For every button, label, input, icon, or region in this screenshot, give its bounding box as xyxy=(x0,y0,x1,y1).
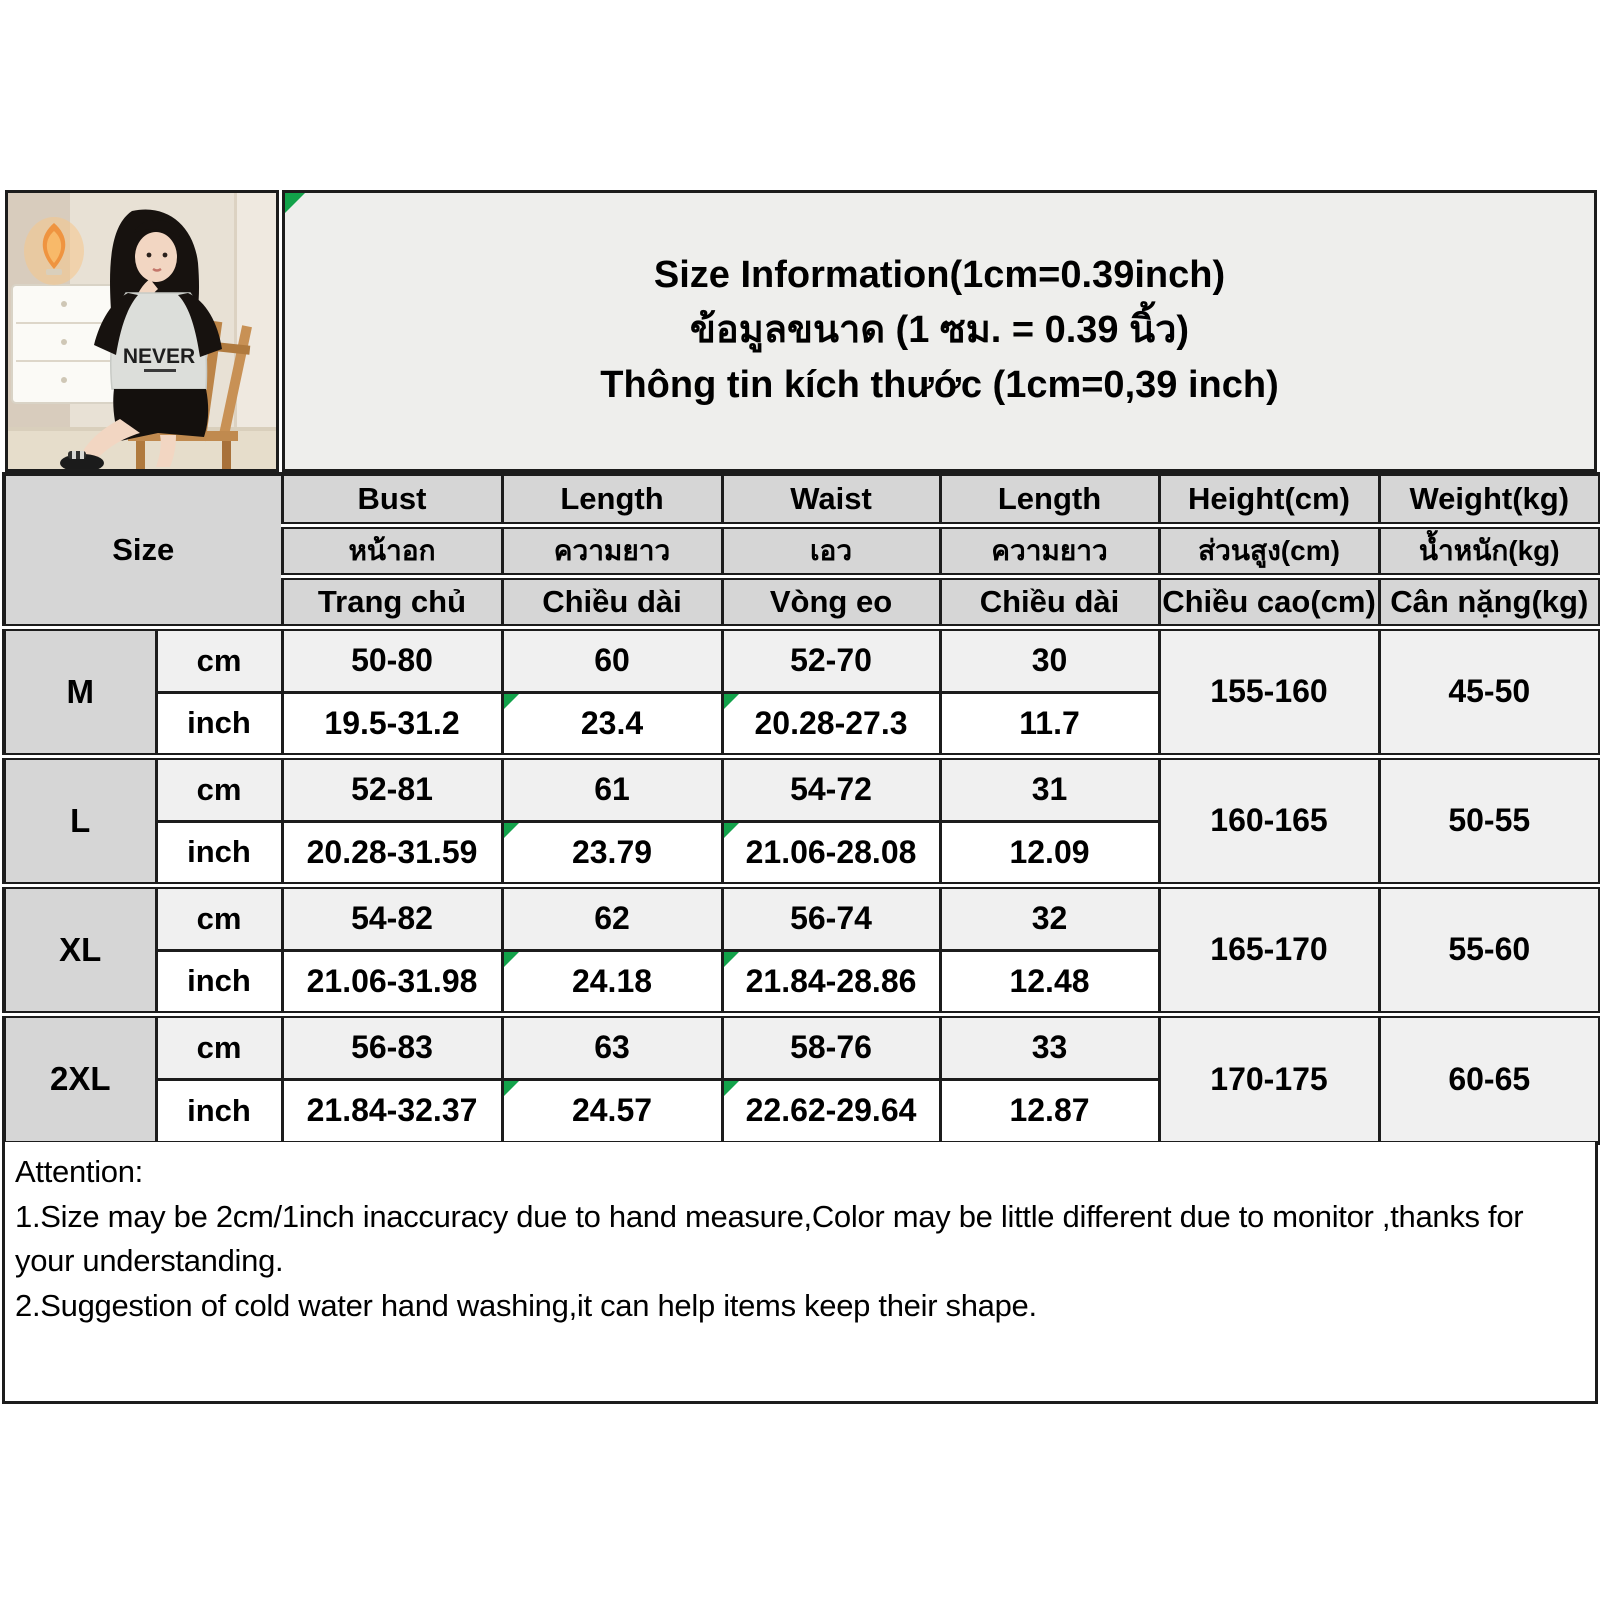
col-header-length-th: ความยาว xyxy=(502,525,722,576)
title-vietnamese: Thông tin kích thước (1cm=0,39 inch) xyxy=(600,363,1279,406)
col-header-waist-en: Waist xyxy=(722,474,940,525)
product-photo xyxy=(5,190,279,472)
size-row-m: M xyxy=(4,627,156,756)
m-inch-waist: 20.28-27.3 xyxy=(722,692,940,756)
xl-inch-length: 24.18 xyxy=(502,950,722,1014)
size-column-title: Size xyxy=(4,474,282,627)
excel-flag-icon xyxy=(285,193,305,213)
col-header-bust-vi: Trang chủ xyxy=(282,576,502,627)
face xyxy=(135,232,177,282)
col-header-height-th: ส่วนสูง(cm) xyxy=(1159,525,1379,576)
attention-note-1: 1.Size may be 2cm/1inch inaccuracy due to hand measure,Color may be little different due to monitor ,thanks for your understanding. xyxy=(15,1198,1524,1279)
size-row-xl: XL xyxy=(4,885,156,1014)
unit-cm: cm xyxy=(156,627,282,692)
l-cm-bust: 52-81 xyxy=(282,756,502,821)
2xl-inch-length: 24.57 xyxy=(502,1079,722,1143)
xl-inch-length2: 12.48 xyxy=(940,950,1159,1014)
xl-inch-waist: 21.84-28.86 xyxy=(722,950,940,1014)
col-header-length-en: Length xyxy=(502,474,722,525)
2xl-inch-length2: 12.87 xyxy=(940,1079,1159,1143)
size-info-header xyxy=(282,190,1597,472)
l-inch-length2: 12.09 xyxy=(940,821,1159,885)
lamp-icon xyxy=(24,217,84,285)
unit-inch: inch xyxy=(156,950,282,1014)
col-header-weight-vi: Cân nặng(kg) xyxy=(1379,576,1600,627)
product-photo-illustration xyxy=(8,193,276,469)
l-inch-length: 23.79 xyxy=(502,821,722,885)
m-weight: 45-50 xyxy=(1379,627,1600,756)
2xl-cm-bust: 56-83 xyxy=(282,1014,502,1079)
col-header-waist-th: เอว xyxy=(722,525,940,576)
col-header-length2-th: ความยาว xyxy=(940,525,1159,576)
col-header-height-en: Height(cm) xyxy=(1159,474,1379,525)
col-header-weight-th: น้ำหนัก(kg) xyxy=(1379,525,1600,576)
xl-cm-waist: 56-74 xyxy=(722,885,940,950)
attention-notes xyxy=(2,1142,1598,1404)
col-header-length-vi: Chiều dài xyxy=(502,576,722,627)
title-thai: ข้อมูลขนาด (1 ซม. = 0.39 นิ้ว) xyxy=(689,309,1190,352)
m-cm-length: 60 xyxy=(502,627,722,692)
2xl-weight: 60-65 xyxy=(1379,1014,1600,1143)
size-row-l: L xyxy=(4,756,156,885)
col-header-height-vi: Chiều cao(cm) xyxy=(1159,576,1379,627)
shirt-print-subline xyxy=(144,369,176,372)
unit-inch: inch xyxy=(156,1079,282,1143)
l-inch-bust: 20.28-31.59 xyxy=(282,821,502,885)
unit-cm: cm xyxy=(156,756,282,821)
size-row-2xl: 2XL xyxy=(4,1014,156,1143)
col-header-length2-vi: Chiều dài xyxy=(940,576,1159,627)
2xl-inch-waist: 22.62-29.64 xyxy=(722,1079,940,1143)
2xl-cm-length: 63 xyxy=(502,1014,722,1079)
shirt-print-text: NEVER xyxy=(122,345,196,368)
m-inch-length2: 11.7 xyxy=(940,692,1159,756)
l-cm-waist: 54-72 xyxy=(722,756,940,821)
m-cm-bust: 50-80 xyxy=(282,627,502,692)
2xl-cm-length2: 33 xyxy=(940,1014,1159,1079)
2xl-inch-bust: 21.84-32.37 xyxy=(282,1079,502,1143)
xl-inch-bust: 21.06-31.98 xyxy=(282,950,502,1014)
col-header-bust-en: Bust xyxy=(282,474,502,525)
l-weight: 50-55 xyxy=(1379,756,1600,885)
xl-cm-length2: 32 xyxy=(940,885,1159,950)
attention-note-2: 2.Suggestion of cold water hand washing,it can help items keep their shape. xyxy=(15,1287,1037,1323)
unit-inch: inch xyxy=(156,821,282,885)
size-table xyxy=(2,472,1600,1145)
unit-inch: inch xyxy=(156,692,282,756)
2xl-height: 170-175 xyxy=(1159,1014,1379,1143)
col-header-bust-th: หน้าอก xyxy=(282,525,502,576)
l-cm-length: 61 xyxy=(502,756,722,821)
col-header-weight-en: Weight(kg) xyxy=(1379,474,1600,525)
m-inch-length: 23.4 xyxy=(502,692,722,756)
col-header-waist-vi: Vòng eo xyxy=(722,576,940,627)
title-english: Size Information(1cm=0.39inch) xyxy=(653,254,1226,297)
l-inch-waist: 21.06-28.08 xyxy=(722,821,940,885)
col-header-length2-en: Length xyxy=(940,474,1159,525)
attention-title: Attention: xyxy=(15,1154,143,1189)
xl-cm-length: 62 xyxy=(502,885,722,950)
xl-cm-bust: 54-82 xyxy=(282,885,502,950)
unit-cm: cm xyxy=(156,1014,282,1079)
unit-cm: cm xyxy=(156,885,282,950)
xl-height: 165-170 xyxy=(1159,885,1379,1014)
l-cm-length2: 31 xyxy=(940,756,1159,821)
m-cm-waist: 52-70 xyxy=(722,627,940,692)
m-inch-bust: 19.5-31.2 xyxy=(282,692,502,756)
2xl-cm-waist: 58-76 xyxy=(722,1014,940,1079)
l-height: 160-165 xyxy=(1159,756,1379,885)
m-cm-length2: 30 xyxy=(940,627,1159,692)
xl-weight: 55-60 xyxy=(1379,885,1600,1014)
m-height: 155-160 xyxy=(1159,627,1379,756)
